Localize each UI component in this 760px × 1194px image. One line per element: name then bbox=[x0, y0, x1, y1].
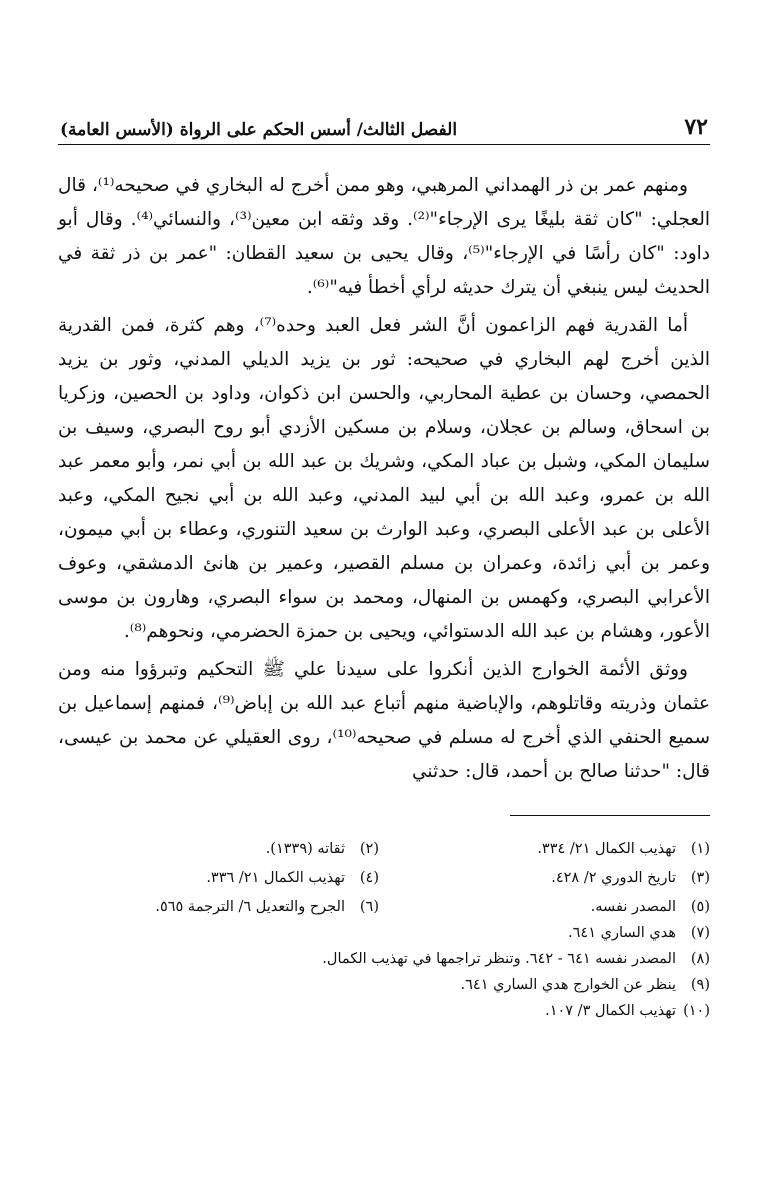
footnote-10 bbox=[58, 998, 710, 1024]
page-number: ٧٢ bbox=[684, 114, 708, 140]
footnote-2 bbox=[58, 836, 379, 862]
footnote-number: (٤) bbox=[359, 870, 379, 886]
footnote-number: (٦) bbox=[359, 899, 379, 915]
footnote-text: ينظر عن الخوارج هدي الساري ٦٤١. bbox=[460, 977, 676, 993]
book-page bbox=[58, 98, 710, 1024]
paragraph: أما القدرية فهم الزاعمون أنَّ الشر فعل العبد وحده⁽⁷⁾، وهم كثرة، فمن القدرية الذين أخرج لهم البخاري في صحيحه: ثور بن يزيد الديلي المدني، وثور بن يزيد الحمصي، وحسان بن عطية المحاربي، والحسن ابن ذكوان، وداود بن الحصين، وزكريا بن اسحاق، وسالم بن عجلان، وسلام بن مسكين الأزدي أبو روح البصري، وسيف بن سليمان المكي، وشبل بن عباد المكي، وشريك بن عبد الله بن أبي نمر، وأبو معمر عبد الله بن عمرو، وعبد الله بن أبي لبيد المدني، وعبد الله بن أبي نجيح المكي، وعبد الأعلى بن عبد الأعلى البصري، وعبد الوارث بن سعيد التنوري، وعطاء بن أبي ميمون، وعمر بن أبي زائدة، وعمران بن مسلم القصير، وعمير بن هانئ الدمشقي، وعوف الأعرابي البصري، وكهمس بن المنهال، ومحمد بن سواء البصري، وهارون بن موسى الأعور، وهشام بن عبد الله الدستوائي، ويحيى بن حمزة الحضرمي، ونحوهم⁽⁸⁾. bbox=[58, 315, 710, 642]
footnote-separator bbox=[510, 815, 710, 816]
footnote-text: تهذيب الكمال ٣/ ١٠٧. bbox=[545, 1003, 676, 1019]
footnote-text: تهذيب الكمال ٢١/ ٣٣٤. bbox=[537, 841, 676, 857]
footnote-text: المصدر نفسه ٦٤١ - ٦٤٢. وتنظر تراجمها في تهذيب الكمال. bbox=[322, 951, 676, 967]
footnote-text: هدي الساري ٦٤١. bbox=[568, 925, 676, 941]
footnote-text: المصدر نفسه. bbox=[590, 899, 676, 915]
footnote-number: (١٠) bbox=[683, 1003, 710, 1019]
body-text bbox=[58, 169, 710, 789]
footnote-number: (٧) bbox=[690, 925, 710, 941]
footnote-9 bbox=[58, 972, 710, 998]
footnote-1 bbox=[389, 836, 710, 862]
running-header bbox=[58, 98, 710, 145]
paragraph: ومنهم عمر بن ذر الهمداني المرهبي، وهو ممن أخرج له البخاري في صحيحه⁽¹⁾، قال العجلي: "كان ثقة بليغًا يرى الإرجاء"⁽²⁾. وقد وثقه ابن معين⁽³⁾، والنسائي⁽⁴⁾. وقال أبو داود: "كان رأسًا في الإرجاء"⁽⁵⁾، وقال يحيى بن سعيد القطان: "عمر بن ذر ثقة في الحديث ليس ينبغي أن يترك حديثه لرأي أخطأ فيه"⁽⁶⁾. bbox=[58, 175, 711, 298]
footnote-text: تاريخ الدوري ٢/ ٤٢٨. bbox=[551, 870, 676, 886]
footnotes bbox=[58, 836, 710, 1024]
footnote-number: (١) bbox=[690, 841, 710, 857]
footnote-5 bbox=[389, 894, 710, 920]
footnote-number: (٩) bbox=[690, 977, 710, 993]
footnote-number: (٣) bbox=[690, 870, 710, 886]
footnote-4 bbox=[58, 865, 379, 891]
footnote-number: (٨) bbox=[690, 951, 710, 967]
footnote-text: الجرح والتعديل ٦/ الترجمة ٥٦٥. bbox=[155, 899, 345, 915]
footnote-7 bbox=[58, 920, 710, 946]
footnote-6 bbox=[58, 894, 379, 920]
footnote-text: ثقاته (١٣٣٩). bbox=[265, 841, 345, 857]
footnote-8 bbox=[58, 946, 710, 972]
footnote-text: تهذيب الكمال ٢١/ ٣٣٦. bbox=[206, 870, 345, 886]
footnote-3 bbox=[389, 865, 710, 891]
chapter-title: الفصل الثالث/ أسس الحكم على الرواة (الأسس العامة) bbox=[60, 120, 458, 140]
paragraph: ووثق الأئمة الخوارج الذين أنكروا على سيدنا علي ﷺ التحكيم وتبرؤوا منه ومن عثمان وذريته وقاتلوهم، والإباضية منهم أتباع عبد الله بن إباض⁽⁹⁾، فمنهم إسماعيل بن سميع الحنفي الذي أخرج له مسلم في صحيحه⁽¹⁰⁾، روى العقيلي عن محمد بن عيسى، قال: "حدثنا صالح بن أحمد، قال: حدثني bbox=[58, 659, 710, 782]
footnote-number: (٢) bbox=[359, 841, 379, 857]
footnote-number: (٥) bbox=[690, 899, 710, 915]
